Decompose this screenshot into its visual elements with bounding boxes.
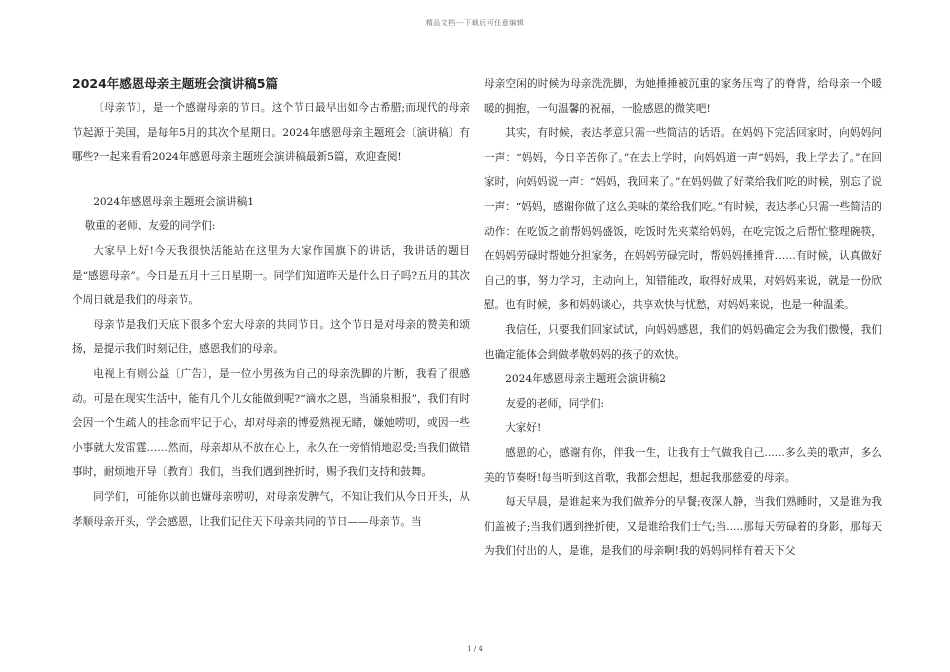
left-column [72,72,470,534]
speech-1-heading: 2024年感恩母亲主题班会演讲稿1 [93,195,255,208]
page-header-note: 精品文档---下载后可任意编辑 [425,19,525,27]
body-paragraph: 母亲节是我们天底下很多个宏大母亲的共同节日。这个节日是对母亲的赞美和颂扬，是提示我们时刻记住，感恩我们的母亲。 [72,318,470,356]
body-paragraph: 感恩的心，感谢有你，伴我一生，让我有士气做我自己......多么美的歌声，多么美的节奏呀!每当听到这首歌，我都会想起，想起我那慈爱的母亲。 [484,446,882,484]
document-title: 2024年感恩母亲主题班会演讲稿5篇 [72,76,278,91]
speech-1-salutation: 敬重的老师、友爱的同学们: [84,220,216,233]
body-paragraph: 电视上有则公益〔广告〕，是一位小男孩为自己的母亲洗脚的片断，我看了很感动。可是在现实生活中，能有几个儿女能做到呢?“滴水之恩，当涌泉相报”，我们有时会因一个生疏人的挂念而牢记于心，却对母亲的博爱熟视无睹，嫌她唠叨，或因一些小事就大发雷霆……然而，母亲却从不放在心上，永久在一旁悄悄地忍受;当我们做错事时，耐烦地开导〔教育〕我们，当我们遇到挫折时，赐予我们支持和鼓舞。 [72,367,470,479]
body-paragraph: 每天早晨，是谁起来为我们做养分的早餐;夜深人静，当我们熟睡时，又是谁为我们盖被子;当我们遇到挫折使，又是谁给我们士气;当.....那每天劳碌着的身影，那每天为我们付出的人，是谁，是我们的母亲啊!我的妈妈同样有着天下父 [484,496,882,558]
speech-2-salutation: 友爱的老师，同学们: [505,397,605,410]
body-paragraph: 大家早上好!今天我很快活能站在这里为大家作国旗下的讲话，我讲话的题目是“感恩母亲”。今日是五月十三日星期一。同学们知道昨天是什么日子吗?五月的其次个周日就是我们的母亲节。 [72,244,470,307]
right-column [484,72,882,564]
greeting: 大家好! [505,422,542,435]
intro-paragraph: 〔母亲节〕，是一个感谢母亲的节日。这个节日最早出如今古希腊;而现代的母亲节起源于美国，是每年5月的其次个星期日。2024年感恩母亲主题班会〔演讲稿〕有哪些?一起来看看2024年感恩母亲主题班会演讲稿最新5篇，欢迎查阅! [72,102,470,164]
body-paragraph: 我信任，只要我们回家试试，向妈妈感恩，我们的妈妈确定会为我们傲慢，我们也确定能体会到做孝敬妈妈的孩子的欢快。 [484,323,882,361]
body-paragraph: 其实，有时候，表达孝意只需一些简洁的话语。在妈妈下完活回家时，向妈妈问一声：“妈妈，今日辛苦你了。”在去上学时，向妈妈道一声“妈妈，我上学去了。”在回家时，向妈妈说一声：“妈妈，我回来了。”在妈妈做了好菜给我们吃的时候，别忘了说一声：“妈妈，感谢你做了这么美味的菜给我们吃。”有时候，表达孝心只需一些简洁的动作：在吃饭之前帮妈妈盛饭，吃饭时先夹菜给妈妈，在吃完饭之后帮忙整理碗筷，在妈妈劳碌时帮她分担家务，在妈妈劳碌完时，帮妈妈捶捶背……有时候，认真做好自己的事，努力学习，主动向上，知错能改，取得好成果，对妈妈来说，就是一份欣慰。也有时候，多和妈妈谈心，共享欢快与忧愁，对妈妈来说，也是一种温柔。 [484,127,882,312]
body-paragraph-continued: 母亲空闲的时候为母亲洗洗脚，为她捶捶被沉重的家务压弯了的脊背，给母亲一个暖暖的拥抱，一句温馨的祝福，一脸感恩的微笑吧! [484,78,882,115]
body-paragraph: 同学们，可能你以前也嫌母亲唠叨，对母亲发脾气，不知让我们从今日开头，从孝顺母亲开头，学会感恩，让我们记住天下母亲共同的节日——母亲节。当 [72,490,470,528]
speech-2-heading: 2024年感恩母亲主题班会演讲稿2 [505,373,667,386]
page-number: 1 / 4 [467,645,483,653]
